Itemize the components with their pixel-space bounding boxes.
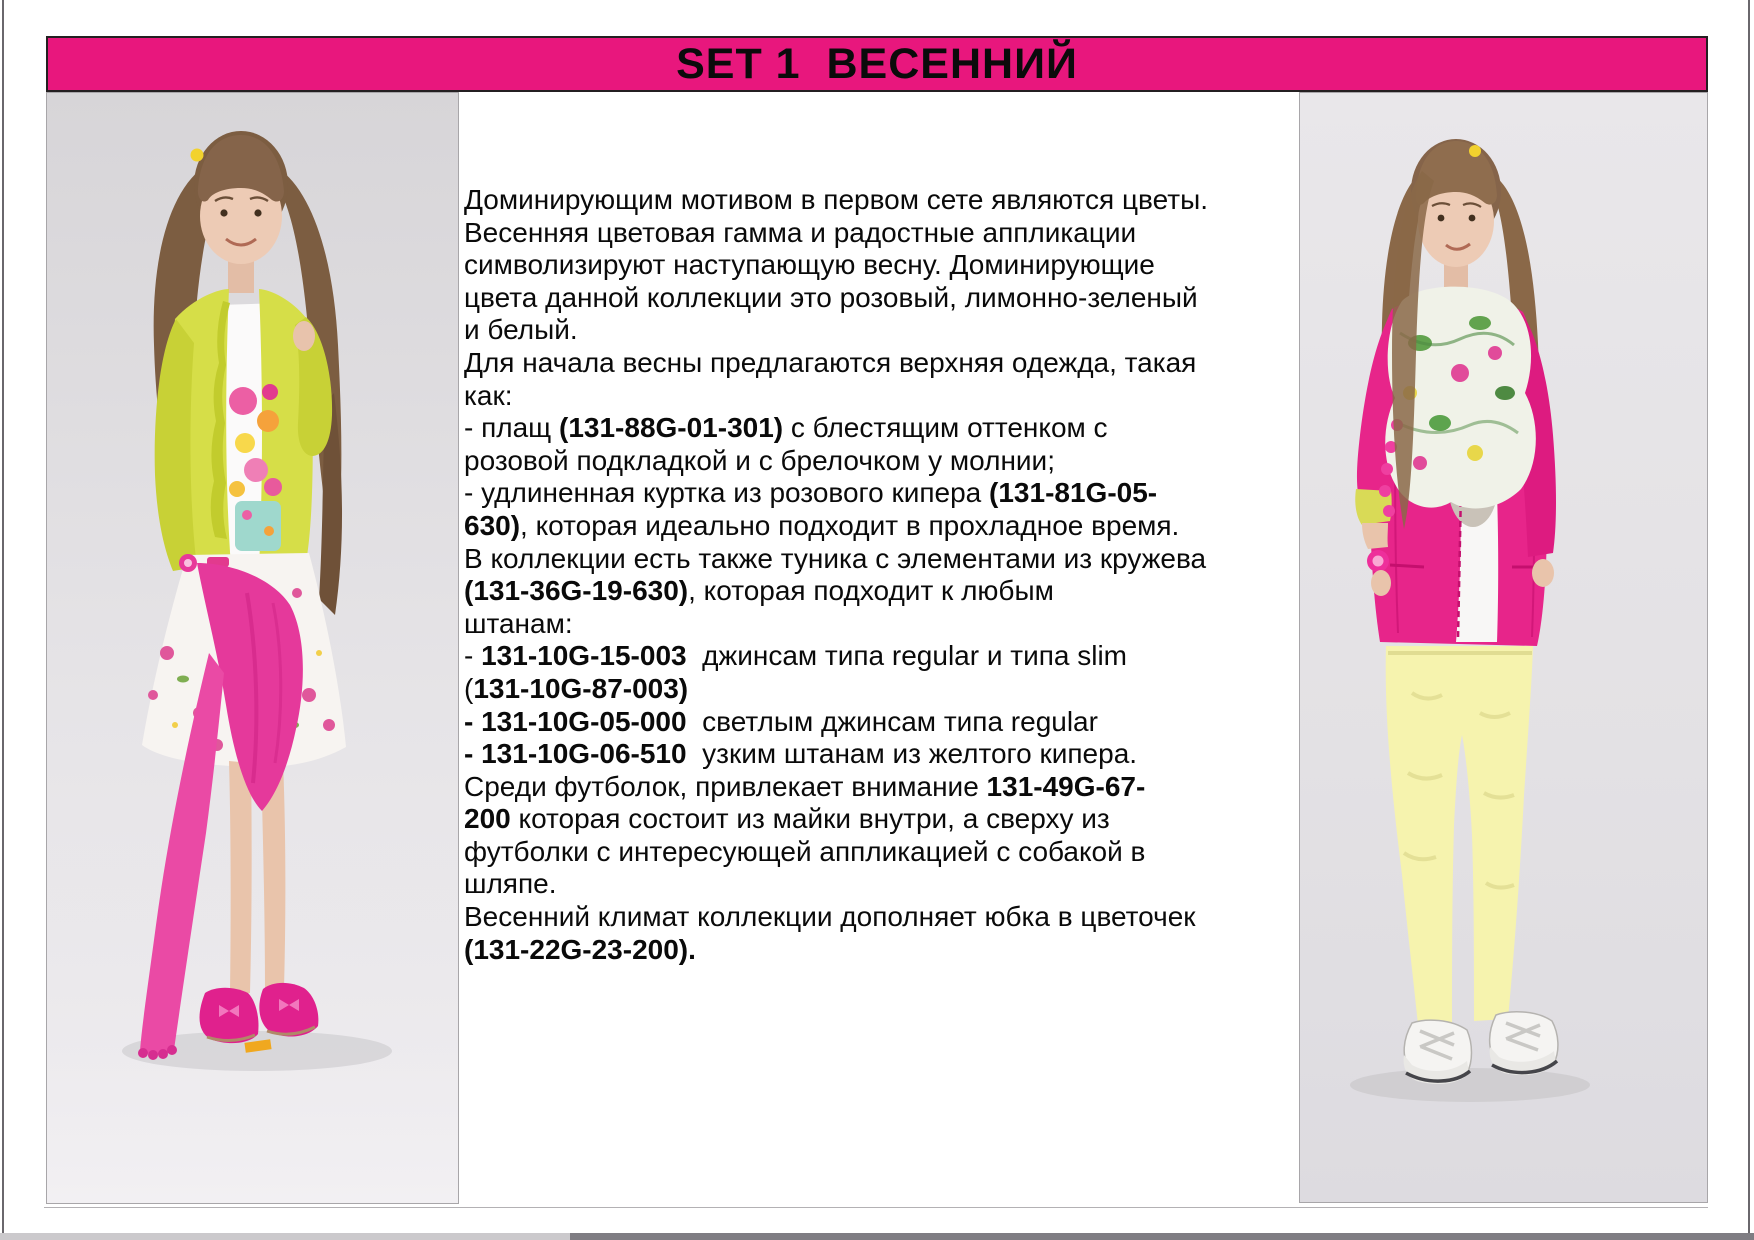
text-line: (131-36G-19-630), которая подходит к любым <box>464 575 1054 607</box>
text-line: 630), которая идеально подходит в прохладное время. <box>464 509 1180 541</box>
text-line: (131-22G-23-200). <box>464 933 696 965</box>
page-right-edge <box>1748 0 1750 1240</box>
text-line: розовой подкладкой и с брелочком у молнии; <box>464 444 1055 476</box>
text-line: 200 которая состоит из майки внутри, а сверху из <box>464 803 1110 835</box>
text-line: Среди футболок, привлекает внимание 131-49G-67- <box>464 770 1146 802</box>
description-text <box>464 184 1264 966</box>
text-line: - плащ (131-88G-01-301) с блестящим оттенком с <box>464 412 1108 444</box>
bottom-strip-dark-segment <box>570 1233 1754 1240</box>
text-line: цвета данной коллекции это розовый, лимонно-зеленый <box>464 281 1198 313</box>
text-line: Весенний климат коллекции дополняет юбка в цветочек <box>464 901 1196 933</box>
text-line: - 131-10G-15-003 джинсам типа regular и типа slim <box>464 640 1128 672</box>
text-line: - 131-10G-05-000 светлым джинсам типа regular <box>464 705 1098 737</box>
text-line: как: <box>464 379 513 411</box>
content-divider <box>44 1207 1708 1208</box>
text-line: - 131-10G-06-510 узким штанам из желтого кипера. <box>464 738 1138 770</box>
left-model-photo <box>46 92 459 1204</box>
text-line: - удлиненная куртка из розового кипера (131-81G-05- <box>464 477 1158 509</box>
text-line: В коллекции есть также туника с элементами из кружева <box>464 542 1207 574</box>
page-title: SET 1 ВЕСЕННИЙ <box>676 39 1078 88</box>
text-line: Весенняя цветовая гамма и радостные аппликации <box>464 216 1137 248</box>
right-model-photo <box>1299 92 1708 1203</box>
text-line: Доминирующим мотивом в первом сете являются цветы. <box>464 184 1208 215</box>
text-line: символизируют наступающую весну. Доминирующие <box>464 249 1155 281</box>
bottom-strip <box>0 1233 1754 1240</box>
text-line: штанам: <box>464 607 573 639</box>
text-line: и белый. <box>464 314 578 346</box>
text-line: (131-10G-87-003) <box>464 672 689 704</box>
text-line: шляпе. <box>464 868 557 900</box>
right-model-illustration <box>1300 93 1707 1202</box>
text-line: футболки с интересующей аппликацией с собакой в <box>464 835 1146 867</box>
header-bar <box>46 36 1708 92</box>
left-model-illustration <box>47 93 458 1203</box>
text-line: Для начала весны предлагаются верхняя одежда, такая <box>464 346 1197 378</box>
page-left-edge <box>2 0 4 1240</box>
